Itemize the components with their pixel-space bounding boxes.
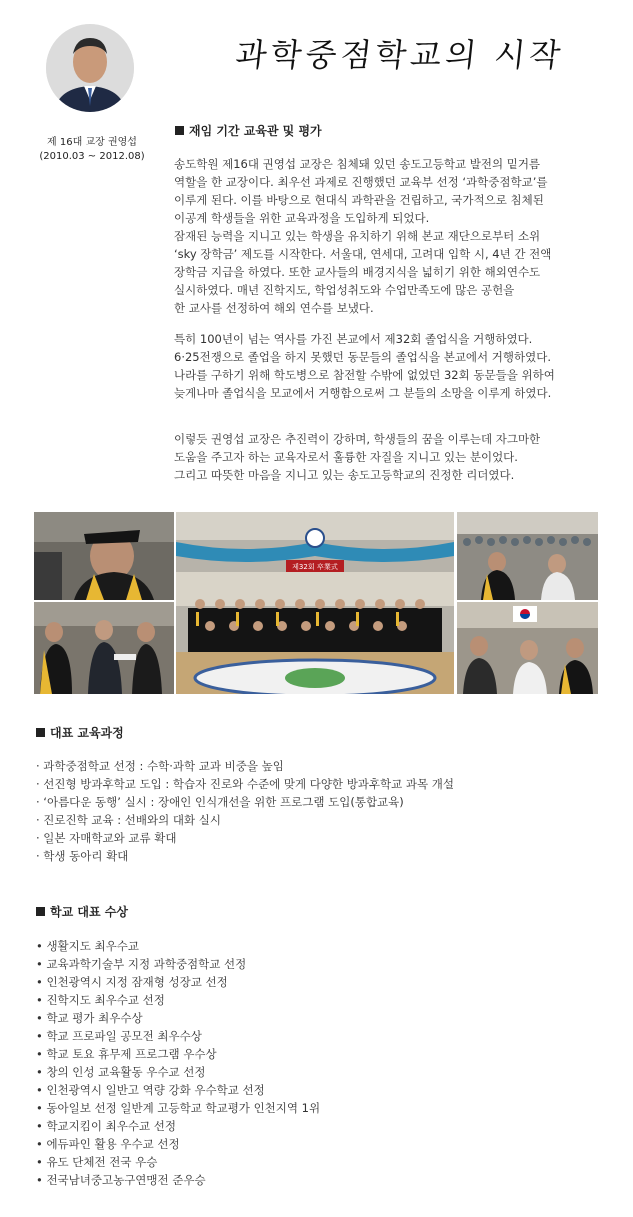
paragraph-line: 6·25전쟁으로 졸업을 하지 못했던 동문들의 졸업식을 본교에서 거행하였다. bbox=[174, 350, 552, 364]
photo-graduate-portrait bbox=[34, 512, 174, 600]
list-item: • 인천광역시 일반고 역량 강화 우수학교 선정 bbox=[36, 1083, 265, 1097]
square-bullet-icon bbox=[36, 728, 45, 737]
awards-heading bbox=[36, 903, 128, 920]
principal-portrait bbox=[46, 24, 134, 112]
paragraph-line: 그리고 따뜻한 마음을 지니고 있는 송도고등학교의 진정한 리더였다. bbox=[174, 468, 515, 482]
paragraph-line: 나라를 구하기 위해 학도병으로 참전할 수밖에 없었던 32회 동문들을 위하여 bbox=[174, 368, 555, 382]
list-item: • 유도 단체전 전국 우승 bbox=[36, 1155, 158, 1169]
paragraph-line: 이루게 된다. 이를 바탕으로 현대식 과학관을 건립하고, 국가적으로 침체된 bbox=[174, 193, 544, 207]
photo-image bbox=[457, 602, 598, 694]
curriculum-heading bbox=[36, 724, 124, 741]
photo-alumni-gathering bbox=[457, 602, 598, 694]
paragraph-line: 역할을 한 교장이다. 최우선 과제로 진행했던 교육부 선정 ‘과학중점학교’를 bbox=[174, 175, 548, 189]
paragraph-line: ‘sky 장학금’ 제도를 시작한다. 서울대, 연세대, 고려대 입학 시, 4년 간 전액 bbox=[174, 247, 552, 261]
photo-image bbox=[34, 602, 174, 694]
list-item: • 인천광역시 지정 잠재형 성장교 선정 bbox=[36, 975, 228, 989]
tenure-paragraph-3 bbox=[174, 430, 540, 484]
photo-hall-celebration bbox=[457, 512, 598, 600]
banner-text: 제32회 卒業式 bbox=[292, 563, 338, 571]
tenure-paragraph-2 bbox=[174, 330, 555, 402]
awards-heading-label: 학교 대표 수상 bbox=[50, 905, 128, 919]
principal-title: 제 16대 교장 권영섭 bbox=[47, 137, 137, 148]
list-item: · 과학중점학교 선정 : 수학·과학 교과 비중을 높임 bbox=[36, 759, 284, 773]
list-item: • 교육과학기술부 지정 과학중점학교 선정 bbox=[36, 957, 247, 971]
tenure-heading-label: 재임 기간 교육관 및 평가 bbox=[189, 124, 322, 138]
list-item: • 생활지도 최우수교 bbox=[36, 939, 139, 953]
list-item: • 동아일보 선정 일반계 고등학교 학교평가 인천지역 1위 bbox=[36, 1101, 321, 1115]
photo-image bbox=[457, 512, 598, 600]
list-item: • 창의 인성 교육활동 우수교 선정 bbox=[36, 1065, 206, 1079]
paragraph-line: 실시하였다. 매년 진학지도, 학업성취도와 수업만족도에 많은 공헌을 bbox=[174, 283, 515, 297]
list-item: • 학교지킴이 최우수교 선정 bbox=[36, 1119, 176, 1133]
paragraph-line: 송도학원 제16대 권영섭 교장은 침체돼 있던 송도고등학교 발전의 밑거름 bbox=[174, 157, 541, 171]
paragraph-line: 잠재된 능력을 지니고 있는 학생을 유치하기 위해 본교 재단으로부터 소위 bbox=[174, 229, 541, 243]
photo-ceremony-handshake bbox=[34, 602, 174, 694]
paragraph-line: 늦게나마 졸업식을 모교에서 거행함으로써 그 분들의 소망을 이루게 하였다. bbox=[174, 386, 552, 400]
principal-tenure-period: (2010.03 ~ 2012.08) bbox=[39, 151, 145, 162]
paragraph-line: 이렇듯 권영섭 교장은 추진력이 강하며, 학생들의 꿈을 이루는데 자그마한 bbox=[174, 432, 541, 446]
list-item: • 학교 토요 휴무제 프로그램 우수상 bbox=[36, 1047, 217, 1061]
list-item: · 학생 동아리 확대 bbox=[36, 849, 129, 863]
list-item: • 진학지도 최우수교 선정 bbox=[36, 993, 165, 1007]
photo-image bbox=[34, 512, 174, 600]
tenure-paragraph-1 bbox=[174, 155, 551, 317]
paragraph-line: 특히 100년이 넘는 역사를 가진 본교에서 제32회 졸업식을 거행하였다. bbox=[174, 332, 533, 346]
paragraph-line: 도움을 주고자 하는 교육자로서 훌륭한 자질을 지니고 있는 분이었다. bbox=[174, 450, 518, 464]
list-item: • 학교 프로파일 공모전 최우수상 bbox=[36, 1029, 202, 1043]
awards-list bbox=[36, 937, 320, 1189]
principal-name bbox=[36, 136, 148, 164]
principal-photo bbox=[46, 24, 134, 112]
square-bullet-icon bbox=[175, 126, 184, 135]
list-item: · 선진형 방과후학교 도입 : 학습자 진로와 수준에 맞게 다양한 방과후학교 과목 개설 bbox=[36, 777, 454, 791]
page-title: 과학중점학교의 시작 bbox=[233, 36, 567, 74]
list-item: · 진로진학 교육 : 선배와의 대화 실시 bbox=[36, 813, 221, 827]
square-bullet-icon bbox=[36, 907, 45, 916]
list-item: · 일본 자매학교와 교류 확대 bbox=[36, 831, 177, 845]
list-item: • 학교 평가 최우수상 bbox=[36, 1011, 143, 1025]
curriculum-list bbox=[36, 757, 454, 865]
paragraph-line: 장학금 지급을 하였다. 또한 교사들의 배경지식을 넓히기 위한 해외연수도 bbox=[174, 265, 541, 279]
paragraph-line: 이공계 학생들을 위한 교육과정을 도입하게 되었다. bbox=[174, 211, 430, 225]
list-item: • 에듀파인 활용 우수교 선정 bbox=[36, 1137, 180, 1151]
list-item: · ‘아름다운 동행’ 실시 : 장애인 인식개선을 위한 프로그램 도입(통합교육) bbox=[36, 795, 404, 809]
curriculum-heading-label: 대표 교육과정 bbox=[50, 726, 124, 740]
paragraph-line: 한 교사를 선정하여 해외 연수를 보냈다. bbox=[174, 301, 374, 315]
list-item: • 전국남녀중고농구연맹전 준우승 bbox=[36, 1173, 206, 1187]
tenure-heading bbox=[175, 122, 322, 139]
photo-graduation-group bbox=[176, 512, 454, 694]
photo-image bbox=[176, 512, 454, 694]
